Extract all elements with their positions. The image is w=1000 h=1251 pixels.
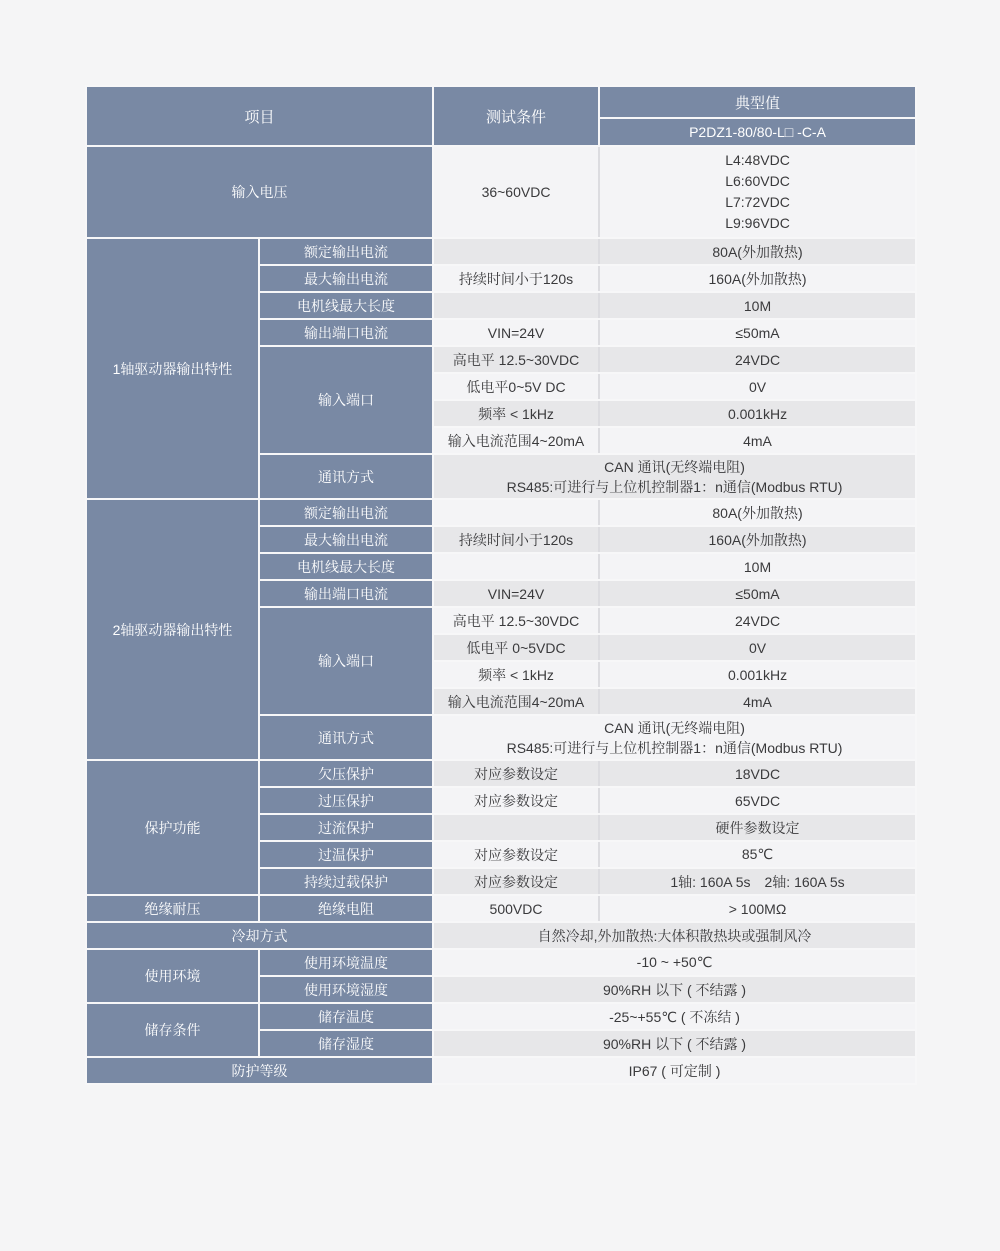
axis2-max-condition: 持续时间小于120s: [433, 526, 599, 553]
protection-overload-label: 持续过载保护: [259, 868, 433, 895]
protection-overload-value: 1轴: 160A 5s 2轴: 160A 5s: [599, 868, 916, 895]
input-voltage-label: 输入电压: [86, 146, 433, 238]
protection-overcurrent-value: 硬件参数设定: [599, 814, 916, 841]
header-condition: 测试条件: [433, 86, 599, 146]
rating-value: IP67 ( 可定制 ): [433, 1057, 916, 1084]
axis2-outport-value: ≤50mA: [599, 580, 916, 607]
axis1-max-value: 160A(外加散热): [599, 265, 916, 292]
protection-group-label: 保护功能: [86, 760, 259, 895]
axis1-max-label: 最大输出电流: [259, 265, 433, 292]
rating-label: 防护等级: [86, 1057, 433, 1084]
input-voltage-condition: 36~60VDC: [433, 146, 599, 238]
cooling-value: 自然冷却,外加散热:大体积散热块或强制风冷: [433, 922, 916, 949]
axis2-rated-label: 额定输出电流: [259, 499, 433, 526]
axis1-inport-current-condition: 输入电流范围4~20mA: [433, 427, 599, 454]
spec-table: [85, 85, 917, 1085]
axis2-outport-label: 输出端口电流: [259, 580, 433, 607]
protection-undervoltage-value: 18VDC: [599, 760, 916, 787]
axis1-inport-freq-condition: 频率 < 1kHz: [433, 400, 599, 427]
axis1-outport-value: ≤50mA: [599, 319, 916, 346]
insulation-label: 绝缘电阻: [259, 895, 433, 922]
environment-temp-value: -10 ~ +50℃: [433, 949, 916, 976]
axis2-comm-line1: CAN 通讯(无终端电阻): [604, 719, 745, 736]
storage-group-label: 储存条件: [86, 1003, 259, 1057]
protection-overvoltage-value: 65VDC: [599, 787, 916, 814]
axis2-inport-high-value: 24VDC: [599, 607, 916, 634]
axis2-motorline-value: 10M: [599, 553, 916, 580]
storage-temp-label: 储存温度: [259, 1003, 433, 1030]
axis1-comm-line1: CAN 通讯(无终端电阻): [604, 458, 745, 475]
axis2-group-label: 2轴驱动器输出特性: [86, 499, 259, 760]
insulation-value: > 100MΩ: [599, 895, 916, 922]
axis2-inport-high-condition: 高电平 12.5~30VDC: [433, 607, 599, 634]
protection-overvoltage-label: 过压保护: [259, 787, 433, 814]
axis1-inport-freq-value: 0.001kHz: [599, 400, 916, 427]
environment-humidity-value: 90%RH 以下 ( 不结露 ): [433, 976, 916, 1003]
axis2-motorline-condition: [433, 553, 599, 580]
axis2-rated-condition: [433, 499, 599, 526]
insulation-condition: 500VDC: [433, 895, 599, 922]
axis1-rated-value: 80A(外加散热): [599, 238, 916, 265]
header-item: 项目: [86, 86, 433, 146]
environment-group-label: 使用环境: [86, 949, 259, 1003]
header-model: P2DZ1-80/80-L□ -C-A: [599, 118, 916, 146]
axis2-inport-low-condition: 低电平 0~5VDC: [433, 634, 599, 661]
axis1-rated-condition: [433, 238, 599, 265]
protection-undervoltage-condition: 对应参数设定: [433, 760, 599, 787]
protection-undervoltage-label: 欠压保护: [259, 760, 433, 787]
axis1-outport-condition: VIN=24V: [433, 319, 599, 346]
axis1-comm-line2: RS485:可进行与上位机控制器1：n通信(Modbus RTU): [506, 478, 843, 495]
axis1-inport-high-value: 24VDC: [599, 346, 916, 373]
axis1-comm-label: 通讯方式: [259, 454, 433, 499]
axis1-motorline-label: 电机线最大长度: [259, 292, 433, 319]
storage-humidity-label: 储存湿度: [259, 1030, 433, 1057]
protection-overload-condition: 对应参数设定: [433, 868, 599, 895]
axis2-inport-low-value: 0V: [599, 634, 916, 661]
axis2-max-value: 160A(外加散热): [599, 526, 916, 553]
axis1-inport-low-condition: 低电平0~5V DC: [433, 373, 599, 400]
input-voltage-value-l9: L9:96VDC: [725, 215, 790, 231]
axis2-comm-line2: RS485:可进行与上位机控制器1：n通信(Modbus RTU): [506, 739, 843, 756]
input-voltage-value-l4: L4:48VDC: [725, 152, 790, 168]
axis2-inport-freq-value: 0.001kHz: [599, 661, 916, 688]
axis2-inport-current-condition: 输入电流范围4~20mA: [433, 688, 599, 715]
axis2-inport-freq-condition: 频率 < 1kHz: [433, 661, 599, 688]
axis1-inport-low-value: 0V: [599, 373, 916, 400]
protection-overtemp-condition: 对应参数设定: [433, 841, 599, 868]
axis1-motorline-value: 10M: [599, 292, 916, 319]
axis1-rated-label: 额定输出电流: [259, 238, 433, 265]
axis2-motorline-label: 电机线最大长度: [259, 553, 433, 580]
axis1-comm-value: [433, 454, 916, 499]
header-typical: 典型值: [599, 86, 916, 118]
axis1-max-condition: 持续时间小于120s: [433, 265, 599, 292]
input-voltage-value-l6: L6:60VDC: [725, 173, 790, 189]
axis2-inport-current-value: 4mA: [599, 688, 916, 715]
insulation-group-label: 绝缘耐压: [86, 895, 259, 922]
input-voltage-value-l7: L7:72VDC: [725, 194, 790, 210]
axis1-motorline-condition: [433, 292, 599, 319]
axis1-inport-current-value: 4mA: [599, 427, 916, 454]
protection-overcurrent-label: 过流保护: [259, 814, 433, 841]
axis1-inport-label: 输入端口: [259, 346, 433, 454]
cooling-label: 冷却方式: [86, 922, 433, 949]
axis2-max-label: 最大输出电流: [259, 526, 433, 553]
environment-temp-label: 使用环境温度: [259, 949, 433, 976]
axis2-outport-condition: VIN=24V: [433, 580, 599, 607]
protection-overcurrent-condition: [433, 814, 599, 841]
axis1-outport-label: 输出端口电流: [259, 319, 433, 346]
environment-humidity-label: 使用环境湿度: [259, 976, 433, 1003]
axis1-inport-high-condition: 高电平 12.5~30VDC: [433, 346, 599, 373]
axis2-comm-value: [433, 715, 916, 760]
axis1-group-label: 1轴驱动器输出特性: [86, 238, 259, 499]
axis2-inport-label: 输入端口: [259, 607, 433, 715]
protection-overtemp-label: 过温保护: [259, 841, 433, 868]
storage-temp-value: -25~+55℃ ( 不冻结 ): [433, 1003, 916, 1030]
protection-overtemp-value: 85℃: [599, 841, 916, 868]
axis2-rated-value: 80A(外加散热): [599, 499, 916, 526]
storage-humidity-value: 90%RH 以下 ( 不结露 ): [433, 1030, 916, 1057]
axis2-comm-label: 通讯方式: [259, 715, 433, 760]
protection-overvoltage-condition: 对应参数设定: [433, 787, 599, 814]
input-voltage-values: [599, 146, 916, 238]
